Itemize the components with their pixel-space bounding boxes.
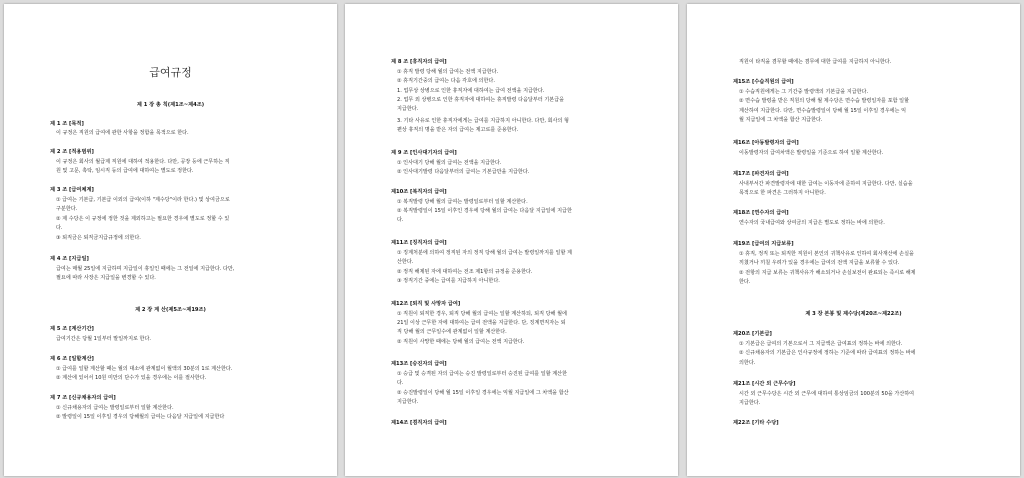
article-title: 제 2 조 [적용범위] <box>50 149 94 155</box>
article-text: 급여기간은 당월 1일부터 말일까지로 한다. <box>56 336 151 342</box>
article-title: 제 5 조 [계산기간] <box>50 326 94 332</box>
article-text: 연수자의 국내급여와 상여금의 지급은 별도로 정하는 바에 의한다. <box>739 220 885 226</box>
article-text: ① 직원이 퇴직한 경우, 퇴직 당해 월의 급여는 일할 계산하되, 퇴직 당해 월에 <box>397 311 567 317</box>
article-text: 원 및 고문, 촉탁, 임시직 등의 급여에 대하여는 별도로 정한다. <box>56 168 194 174</box>
article-text: 이 규정은 직원의 급여에 관한 사항을 정함을 목적으로 한다. <box>56 130 189 136</box>
article-text: ① 인사대기 당해 월의 급여는 전액을 지급한다. <box>397 160 502 166</box>
chapter-heading: 제 3 장 본봉 및 제수당(제20조~제22조) <box>805 311 902 317</box>
article-text: ② 발령일이 15일 이후일 경우의 당해월의 급여는 다음달 지급일에 지급한다 <box>56 414 225 420</box>
article-title: 제 8 조 [휴직자의 급여] <box>391 59 447 65</box>
article-title: 제16조 [아동발령자의 급여] <box>733 140 799 146</box>
article-title: 제15조 [수습직원의 급여] <box>733 79 794 85</box>
article-title: 제12조 [퇴직 및 사망자 급여] <box>391 301 461 307</box>
article-text: ① 휴직 발령 당해 월의 급여는 전액 지급한다. <box>397 69 499 75</box>
article-title: 제18조 [연수자의 급여] <box>733 210 789 216</box>
article-title: 제14조 [겸직자의 급여] <box>391 420 447 426</box>
article-text: ① 신규채용자의 급여는 발령일로부터 일할 계산한다. <box>56 405 174 411</box>
article-text: ② 제 수당은 이 규정에 정한 것을 제외하고는 필요한 경우에 별도로 정할 수 있 <box>56 216 230 222</box>
article-text: 지급한다. <box>397 106 419 112</box>
article-text: 3. 기타 사유로 인한 휴직자에게는 급여를 지급하지 아니한다. 다만, 회사의 형 <box>397 118 569 124</box>
article-text: ② 계산에 있어서 10원 미만의 단수가 있을 경우에는 이를 절사한다. <box>56 375 207 381</box>
article-text: 시간 외 근무수당은 시간 외 근무에 대하여 통상임금의 100분의 50을 가산하여 <box>739 391 915 397</box>
article-text: 2. 업무 외 상병으로 인한 휴직자에 대하여는 휴직발령 다음달부터 기본급을 <box>397 97 565 103</box>
article-text: ① 징계처분에 의하여 정직된 자의 정직 당해 월의 급여는 발령일까지를 일할 계 <box>397 250 572 256</box>
article-title: 제17조 [파견자의 급여] <box>733 171 789 177</box>
article-text: 다. <box>397 217 404 223</box>
chapter-heading: 제 1 장 총 칙(제1조~제4조) <box>136 102 205 108</box>
document-title: 급여규정 <box>149 66 192 79</box>
article-title: 제22조 [기타 수당] <box>733 420 779 426</box>
article-text: 한다. <box>739 279 751 285</box>
article-text: ③ 정직기간 중에는 급여를 지급하지 아니한다. <box>397 278 500 284</box>
article-text: 다. <box>397 380 404 386</box>
article-text: 끼쳤거나 끼칠 우려가 있을 경우에는 급여의 전액 지급을 보류할 수 있다. <box>739 260 900 266</box>
article-text: 이동발령자의 급여차액은 발령일을 기준으로 하여 일할 계산한다. <box>739 150 884 156</box>
article-text: 필요에 따라 사장은 지급일을 변경할 수 있다. <box>56 275 156 281</box>
article-title: 제11조 [징직자의 급여] <box>391 240 447 246</box>
article-text: ② 복직발령일이 15일 이후인 경우에 당해 월의 급여는 다음달 지급일에 지급한 <box>397 208 572 214</box>
article-title: 제20조 [기본급] <box>733 331 772 337</box>
article-text: ① 승급 및 승격된 자의 급여는 승진 발령일로부터 승진된 급여를 일할 계산한 <box>397 371 567 377</box>
document-page-2 <box>345 4 678 476</box>
page-3-content <box>687 4 1020 476</box>
article-text: ③ 퇴직금은 퇴직금지급규정에 의한다. <box>56 235 141 241</box>
article-text: ② 인사대기발령 다음달부터의 급여는 기본급만을 지급한다. <box>397 169 530 175</box>
article-text: 월 지급일에 그 차액을 합산 지급한다. <box>739 117 823 123</box>
page-1-content <box>4 4 337 476</box>
article-text: 1. 업무상 상병으로 인한 휴직자에 대하여는 급여 전액을 지급한다. <box>397 88 545 94</box>
article-text: 지급한다. <box>397 399 419 405</box>
article-title: 제 9 조 [인사대기자의 급여] <box>391 150 457 156</box>
article-text: 다. <box>56 225 63 231</box>
article-text: 목적으로 한 파견은 그러하지 아니한다. <box>739 190 826 196</box>
article-title: 제 1 조 [목적] <box>50 121 84 127</box>
article-text: 급여는 매월 25일에 지급하며 지급일이 휴일인 때에는 그 전일에 지급한다. 다만, <box>56 266 235 272</box>
article-text: ① 급여는 기본급, 기본급 이외의 급여(이하 "제수당"이라 한다.) 및 상여금으로 <box>56 197 230 203</box>
article-text: 직원이 타직을 겸무할 때에는 겸무에 대한 급여를 지급하지 아니한다. <box>739 59 892 65</box>
article-text: ① 휴직, 정직 또는 퇴직한 직원이 본인의 귀책사유로 인하여 회사재산에 손실을 <box>739 251 914 257</box>
article-text: 직 당해 월의 근무일수에 관계없이 일할 계산한다. <box>397 329 507 335</box>
article-title: 제 6 조 [일할계산] <box>50 356 94 362</box>
article-text: ② 전항의 지급 보류는 귀책사유가 해소되거나 손실보전이 완료되는 즉시로 해제 <box>739 270 916 276</box>
chapter-heading: 제 2 장 계 산(제5조~제19조) <box>135 307 206 313</box>
document-page-3 <box>687 4 1020 476</box>
document-page-1 <box>4 4 337 476</box>
article-text: ② 직원이 사망한 때에는 당해 월의 급여는 전액 지급한다. <box>397 339 525 345</box>
article-title: 제 3 조 [급여체계] <box>50 187 94 193</box>
article-text: ② 승진발령일이 당해 월 15일 이후일 경우에는 익월 지급일에 그 차액을 합산 <box>397 390 569 396</box>
article-text: 21일 이상 근무한 자에 대하여는 급여 전액을 지급한다. 단, 징계면직자는 퇴 <box>397 320 566 326</box>
article-text: 구분한다. <box>56 206 78 212</box>
article-title: 제19조 [급여의 지급보류] <box>733 241 794 247</box>
article-title: 제10조 [복직자의 급여] <box>391 189 447 195</box>
page-2-content <box>345 4 678 476</box>
article-text: ② 신규채용자의 기본급은 인사규정에 정하는 기준에 따라 급여표의 정하는 바에 <box>739 350 916 356</box>
article-text: 지급한다. <box>739 400 761 406</box>
article-text: 계산하여 지급한다. 다만, 면수습발령일이 당해 월 15일 이후일 경우에는 익 <box>739 108 906 114</box>
article-text: ① 복직발령 당해 월의 급여는 발령일로부터 일할 계산한다. <box>397 199 528 205</box>
article-text: ① 기본급은 급여의 기본으로서 그 지급액은 급여표의 정하는 바에 의한다. <box>739 341 903 347</box>
article-text: ① 급여를 일할 계산할 때는 월의 대소에 관계없이 월액의 30분의 1로 계산한다. <box>56 366 233 372</box>
article-text: 사내부서간 파견발령자에 대한 급여는 이동자에 준하여 지급한다. 다만, 실습을 <box>739 181 913 187</box>
article-title: 제 7 조 [신규채용자의 급여] <box>50 395 116 401</box>
article-title: 제13조 [승진자의 급여] <box>391 361 447 367</box>
article-title: 제 4 조 [지급일] <box>50 256 89 262</box>
article-text: ② 휴직기간중의 급여는 다음 각호에 의한다. <box>397 78 495 84</box>
article-text: 편상 휴직의 명을 받은 자의 급여는 제고로를 준용한다. <box>397 127 519 133</box>
article-text: 의한다. <box>739 360 756 366</box>
article-text: 이 규정은 회사의 월급제 직원에 대하여 적용한다. 다만, 공장 등에 근무하는 직 <box>56 159 230 165</box>
article-title: 제21조 [시간 외 근무수당] <box>733 381 796 387</box>
article-text: 산한다. <box>397 259 414 265</box>
article-text: ② 정직 해제된 자에 대하여는 전조 제1항의 규정을 준용한다. <box>397 269 533 275</box>
article-text: ① 수습직원에게는 그 기간중 발령액의 기본급을 지급한다. <box>739 89 869 95</box>
article-text: ② 면수습 발령을 받은 직원의 당해 월 제수당은 면수습 발령일자를 포함 일할 <box>739 98 909 104</box>
